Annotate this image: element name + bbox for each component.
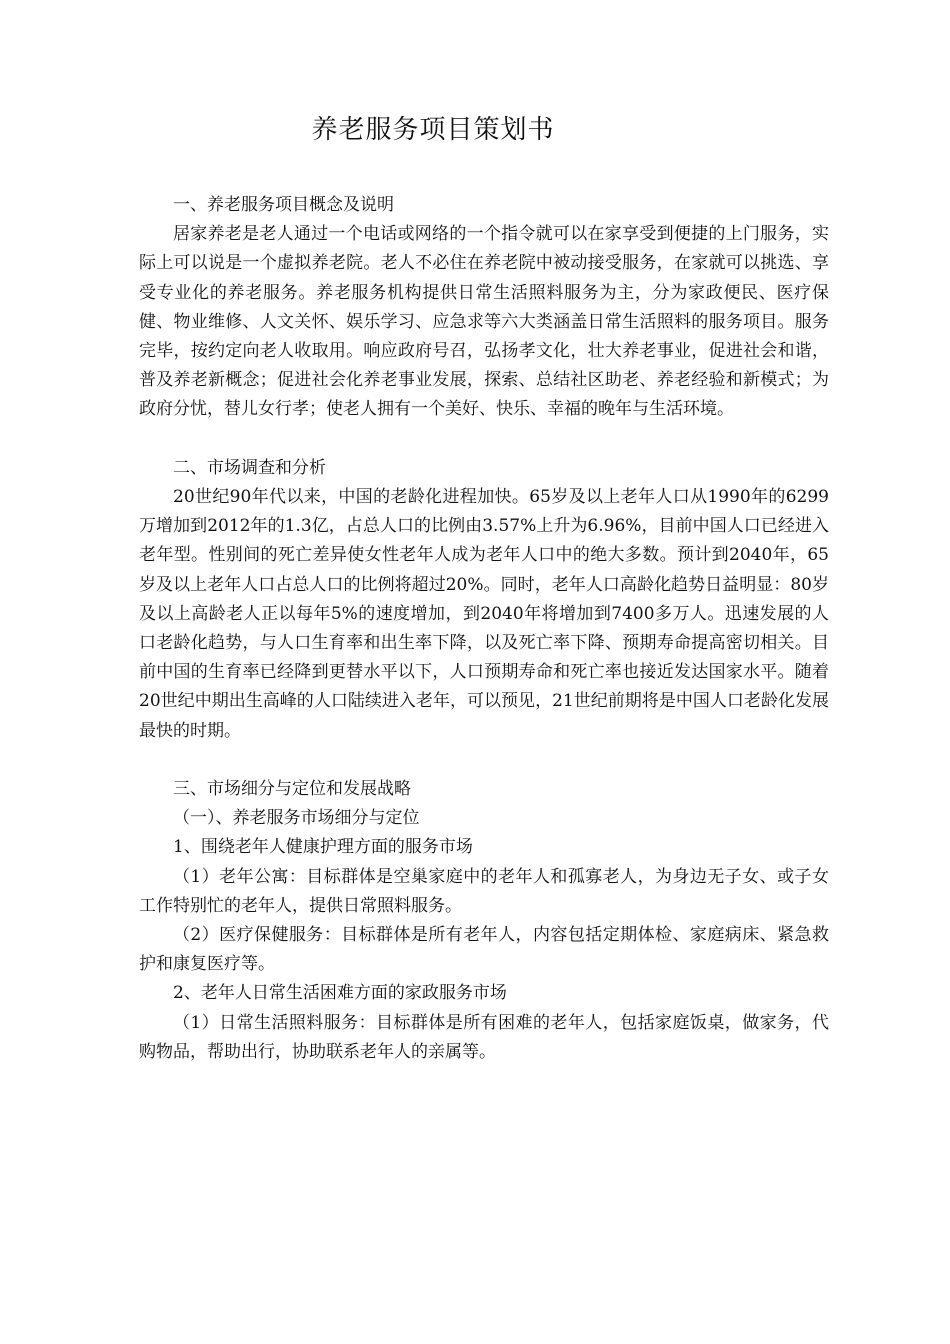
paragraph-gap xyxy=(139,746,829,775)
item-heading-2: 2、老年人日常生活困难方面的家政服务市场 xyxy=(173,983,507,1004)
section-heading-1: 一、养老服务项目概念及说明 xyxy=(173,195,394,215)
item-paragraph-1-1: （1）老年公寓：目标群体是空巢家庭中的老年人和孤寡老人，为身边无子女、或子女工作特别忙的老年人，提供日常照料服务。 xyxy=(139,866,829,916)
item-paragraph-2-1: （1）日常生活照料服务：目标群体是所有困难的老年人，包括家庭饭桌，做家务，代购物品，帮助出行，协助联系老年人的亲属等。 xyxy=(139,1012,829,1062)
item-paragraph-1-2: （2）医疗保健服务：目标群体是所有老年人，内容包括定期体检、家庭病床、紧急救护和康复医疗等。 xyxy=(139,925,829,975)
section-paragraph-2: 20世纪90年代以来，中国的老龄化进程加快。65岁及以上老年人口从1990年的6299万增加到2012年的1.3亿，占总人口的比例由3.57%上升为6.96%，目前中国人口已经进入老年型。性别间的死亡差异使女性老年人成为老年人口中的绝大多数。预计到2040年，65岁及以上老年人口占总人口的比例将超过20%。同时，老年人口高龄化趋势日益明显：80岁及以上高龄老人正以每年5%的速度增加，到2040年将增加到7400多万人。迅速发展的人口老龄化趋势，与人口生育率和出生率下降，以及死亡率下降、预期寿命提高密切相关。目前中国的生育率已经降到更替水平以下，人口预期寿命和死亡率也接近发达国家水平。随着20世纪中期出生高峰的人口陆续进入老年，可以预见，21世纪前期将是中国人口老龄化发展最快的时期。 xyxy=(139,487,829,741)
section-heading-2: 二、市场调查和分析 xyxy=(173,457,326,478)
document-title: 养老服务项目策划书 xyxy=(311,115,555,145)
section-heading-3: 三、市场细分与定位和发展战略 xyxy=(173,779,411,800)
item-heading-1: 1、围绕老年人健康护理方面的服务市场 xyxy=(173,837,473,858)
section-paragraph-1: 居家养老是老人通过一个电话或网络的一个指令就可以在家享受到便捷的上门服务，实际上可以说是一个虚拟养老院。老人不必住在养老院中被动接受服务，在家就可以挑选、享受专业化的养老服务。养老服务机构提供日常生活照料服务为主，分为家政便民、医疗保健、物业维修、人文关怀、娱乐学习、应急求等六大类涵盖日常生活照料的服务项目。服务完毕，按约定向老人收取用。响应政府号召，弘扬孝文化，壮大养老事业，促进社会和谐，普及养老新概念；促进社会化养老事业发展，探索、总结社区助老、养老经验和新模式；为政府分忧，替儿女行孝；使老人拥有一个美好、快乐、幸福的晚年与生活环境。 xyxy=(139,224,829,420)
section-subheading: （一）、养老服务市场细分与定位 xyxy=(173,808,420,829)
document-body xyxy=(139,191,829,1067)
paragraph-gap xyxy=(139,425,829,454)
